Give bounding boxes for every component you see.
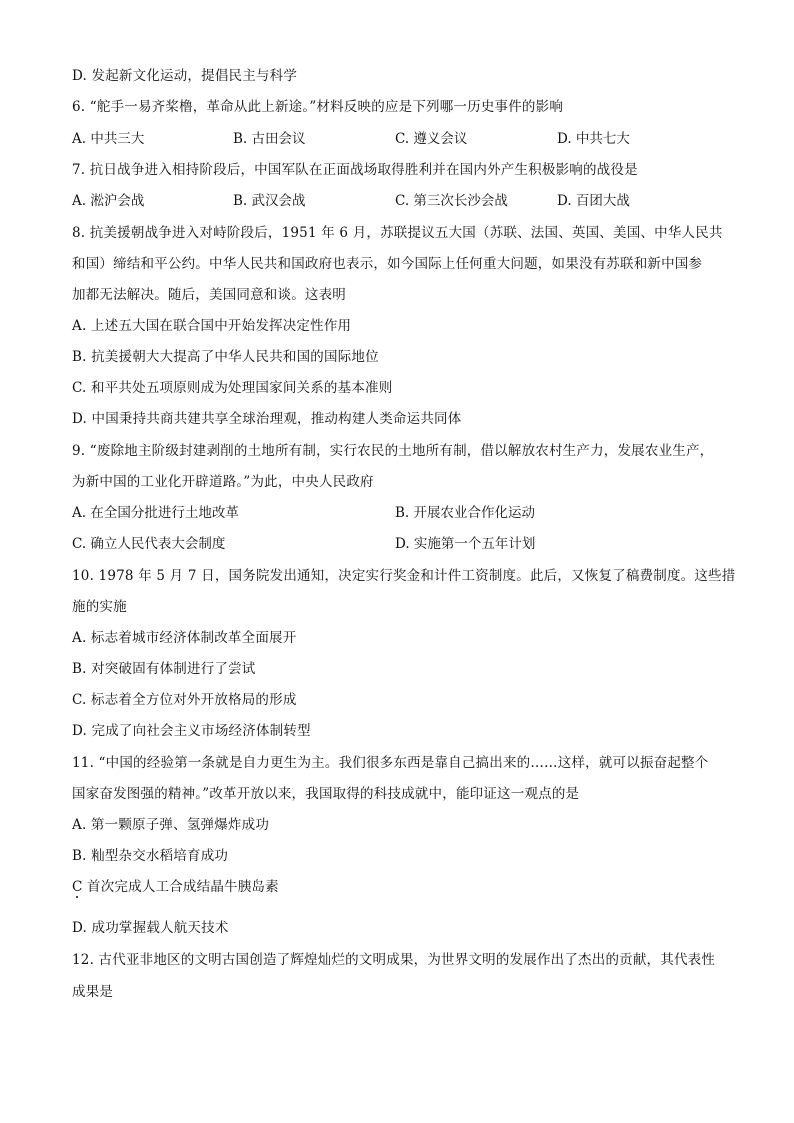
question-11-stem-line-1: 11. “中国的经验第一条就是自力更生为主。我们很多东西是靠自己搞出来的……这样，就可以振奋起整个 (72, 755, 709, 771)
q6-option-d: D. 中共七大 (557, 131, 630, 147)
q9-option-d: D. 实施第一个五年计划 (395, 536, 536, 552)
question-12-stem-line-1: 12. 古代亚非地区的文明古国创造了辉煌灿烂的文明成果，为世界文明的发展作出了杰出的贡献，其代表性 (72, 952, 716, 968)
question-7-stem: 7. 抗日战争进入相持阶段后，中国军队在正面战场取得胜利并在国内外产生积极影响的战役是 (72, 162, 638, 178)
stray-dot (76, 896, 78, 898)
question-10-stem-line-2: 施的实施 (72, 599, 127, 615)
q9-option-b: B. 开展农业合作化运动 (395, 505, 536, 521)
q9-option-a: A. 在全国分批进行土地改革 (72, 505, 239, 521)
q8-option-b: B. 抗美援朝大大提高了中华人民共和国的国际地位 (72, 349, 379, 365)
q8-option-d: D. 中国秉持共商共建共享全球治理观，推动构建人类命运共同体 (72, 411, 462, 427)
q9-option-c: C. 确立人民代表大会制度 (72, 536, 226, 552)
q8-option-c: C. 和平共处五项原则成为处理国家间关系的基本准则 (72, 380, 393, 396)
question-10-stem-line-1: 10. 1978 年 5 月 7 日，国务院发出通知，决定实行奖金和计件工资制度。此后，又恢复了稿费制度。这些措 (72, 568, 736, 584)
q7-option-c: C. 第三次长沙会战 (395, 193, 508, 209)
q8-option-a: A. 上述五大国在联合国中开始发挥决定性作用 (72, 318, 352, 334)
q11-option-a: A. 第一颗原子弹、氢弹爆炸成功 (72, 817, 270, 833)
q7-option-b: B. 武汉会战 (233, 193, 306, 209)
q7-option-a: A. 淞沪会战 (72, 193, 145, 209)
q10-option-d: D. 完成了向社会主义市场经济体制转型 (72, 723, 311, 739)
q6-option-b: B. 古田会议 (233, 131, 306, 147)
question-9-stem-line-2: 为新中国的工业化开辟道路。”为此，中央人民政府 (72, 474, 374, 490)
q5-option-d: D. 发起新文化运动，提倡民主与科学 (72, 68, 298, 84)
q11-option-b: B. 籼型杂交水稻培育成功 (72, 848, 229, 864)
q10-option-c: C. 标志着全方位对外开放格局的形成 (72, 692, 297, 708)
q10-option-a: A. 标志着城市经济体制改革全面展开 (72, 630, 297, 646)
question-12-stem-line-2: 成果是 (72, 984, 114, 1000)
q11-option-d: D. 成功掌握载人航天技术 (72, 920, 229, 936)
q7-option-d: D. 百团大战 (557, 193, 630, 209)
question-6-stem: 6. “舵手一易齐桨橹，革命从此上新途。”材料反映的应是下列哪一历史事件的影响 (72, 99, 564, 115)
q6-option-c: C. 遵义会议 (395, 131, 468, 147)
question-8-stem-line-1: 8. 抗美援朝战争进入对峙阶段后，1951 年 6 月，苏联提议五大国（苏联、法国、英国、美国、中华人民共 (72, 225, 723, 241)
question-8-stem-line-3: 加都无法解决。随后，美国同意和谈。这表明 (72, 287, 346, 303)
question-8-stem-line-2: 和国）缔结和平公约。中华人民共和国政府也表示，如今国际上任何重大问题，如果没有苏联和新中国参 (72, 256, 703, 272)
q10-option-b: B. 对突破固有体制进行了尝试 (72, 661, 256, 677)
q11-option-c: C 首次完成人工合成结晶牛胰岛素 (72, 879, 279, 895)
question-11-stem-line-2: 国家奋发图强的精神。”改革开放以来，我国取得的科技成就中，能印证这一观点的是 (72, 786, 580, 802)
question-9-stem-line-1: 9. “废除地主阶级封建剥削的土地所有制，实行农民的土地所有制，借以解放农村生产力，发展农业生产， (72, 443, 714, 459)
q6-option-a: A. 中共三大 (72, 131, 145, 147)
